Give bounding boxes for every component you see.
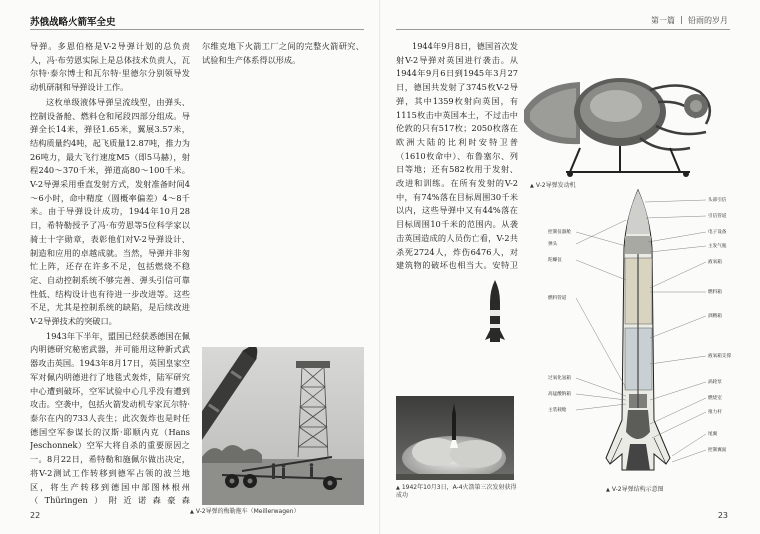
rocket-silhouette-art <box>484 280 506 344</box>
cutaway-label: 液氧箱 <box>708 260 722 265</box>
cutaway-label: 燃料管道 <box>548 296 567 301</box>
running-header-book-title: 苏俄战略火箭军全史 <box>30 17 116 28</box>
caption-triangle-icon: ▲ <box>190 509 194 515</box>
cutaway-label: 电子设备 <box>708 230 727 235</box>
caption-triangle-icon: ▲ <box>606 487 610 493</box>
cutaway-label: 主发气瓶 <box>708 244 727 249</box>
cutaway-label: 弹头 <box>548 242 558 247</box>
cutaway-label: 尾翼 <box>708 432 718 437</box>
section-number: 第一篇 <box>651 16 675 25</box>
cutaway-leader-lines <box>560 188 732 482</box>
header-separator <box>681 16 682 24</box>
paragraph: 这枚单级液体导弹呈流线型，由弹头、控制设备舱、燃料仓和尾段四部分组成。导弹全长14米，弹径1.65米，翼展3.57米，结构质量约4吨，起飞质量12.87吨，推力为26吨力，最大飞行速度M5（即5马赫），射程240～370千米，弹道高80～100千米。V-2导弹采用垂直发射方式，发射准备时间4～6小时，命中精度（圆概率偏差）4～8千米。由于导弹设计成功，1944年10月28日，希特勒授予了冯·布劳恩等5位科学家以骑士十字勋章，表彰他们对V-2导弹设计、制造和应用的卓越成就。当然，导弹并非匆忙上阵，还存在许多不足，包括燃烧不稳定、自动控制系统不够完善、弹头引信可靠性低、结构设计也有待进一步改进等。这些不足，尤其是控制系统的缺陷，是后续改进V-2导弹技术的突破口。 <box>30 96 190 327</box>
launch-photo <box>396 396 514 480</box>
caption-text: V-2导弹的梅勒拖车（Meillerwagen） <box>195 508 300 515</box>
cutaway-label: 液氧箱支撑 <box>708 354 731 359</box>
launch-caption <box>396 484 522 500</box>
caption-triangle-icon: ▲ <box>396 485 400 491</box>
section-title: 铅雨的岁月 <box>688 16 728 25</box>
cutaway-label: 推力杆 <box>708 410 722 415</box>
running-header-section <box>651 15 728 26</box>
engine-photo-art <box>520 62 732 180</box>
rocket-silhouette <box>484 280 506 344</box>
meillerwagen-photo-art <box>202 347 364 505</box>
paragraph: 1944年9月8日，德国首次发射V-2导弹对英国进行袭击。从1944年9月6日到1945年3月27日，德国共发射了3745枚V-2导弹，其中1359枚射向英国，有1115枚击中英国本土，不过击中伦敦的只有517枚；2050枚落在欧洲大陆的比利时安特卫普（1610枚命中）、布鲁塞尔、列日等地；还有582枚用于发射、改进和训练。在所有发射的V-2中，有74%落在目标周围30千米以内，这些导弹中又有44%落在目标周围10千米的范围内。从袭击英国造成的人员伤亡看，V-2共杀死2724人，炸伤6476人，对建筑物的破坏也相当大。安特卫 <box>396 41 518 271</box>
page-number-right: 23 <box>717 511 728 520</box>
cutaway-label: 陀螺仪 <box>548 258 562 263</box>
cutaway-caption <box>606 486 726 494</box>
caption-text: 1942年10月3日，A-4火箭第三次发射获得成功 <box>396 484 517 499</box>
caption-triangle-icon: ▲ <box>530 183 534 189</box>
meillerwagen-photo <box>202 347 364 505</box>
launch-photo-art <box>396 396 514 480</box>
cutaway-label: 高锰酸钠箱 <box>548 392 571 397</box>
caption-text: V-2导弹发动机 <box>535 182 576 189</box>
cutaway-label: 控制翼面 <box>708 448 727 453</box>
cutaway-label: 酒精箱 <box>708 314 722 319</box>
paragraph: 1943年下半年，盟国已经获悉德国在佩内明德研究秘密武器，并可能用这种新式武器攻击英国。1943年8月17日，英国皇家空军对佩内明德进行了地毯式轰炸，陆军研究中心遭到破坏，空军试验中心几乎没有遭到攻击。空袭中，包括火箭发动机专家瓦尔特·泰尔在内的733人丧生；此次轰炸也是时任德国空军参谋长的汉斯·耶顺内克（Hans Jeschonnek）空军大将自杀的重要原因之一。8月22日，希特勒和施佩尔做出决定，将V-2测试工作转移到德军占领的波兰地区，将生产转移到德国中部图林根州（Thüringen）附近诺森豪森 <box>30 330 190 506</box>
left-page-column-2 <box>202 40 364 68</box>
cutaway-label: 控制仪器舱 <box>548 230 571 235</box>
cutaway-label: 燃烧室 <box>708 396 722 401</box>
cutaway-label: 引信管道 <box>708 214 727 219</box>
right-page-column <box>396 40 518 275</box>
header-rule-left <box>30 29 364 30</box>
book-gutter <box>379 0 381 534</box>
cutaway-label: 主装载舱 <box>548 408 567 413</box>
caption-text: V-2导弹结构示意图 <box>611 486 664 493</box>
cutaway-label: 燃料箱 <box>708 290 722 295</box>
meillerwagen-caption <box>190 508 370 516</box>
engine-photo <box>520 62 732 180</box>
cutaway-label: 过氧化氢箱 <box>548 376 571 381</box>
left-page-column-1 <box>30 40 190 508</box>
header-rule-right <box>396 29 730 30</box>
page-number-left: 22 <box>30 511 41 520</box>
cutaway-label: 头部引信 <box>708 198 727 203</box>
cutaway-label: 涡轮泵 <box>708 380 722 385</box>
paragraph: 尔维克地下火箭工厂之间的完整火箭研究、试验和生产体系得以形成。 <box>202 41 364 65</box>
paragraph: 导弹。多恩伯格是V-2导弹计划的总负责人，冯·布劳恩实际上是总体技术负责人，瓦尔特·泰尔博士和瓦尔特·里德尔分别领导发动机研制和导弹设计工作。 <box>30 41 190 93</box>
